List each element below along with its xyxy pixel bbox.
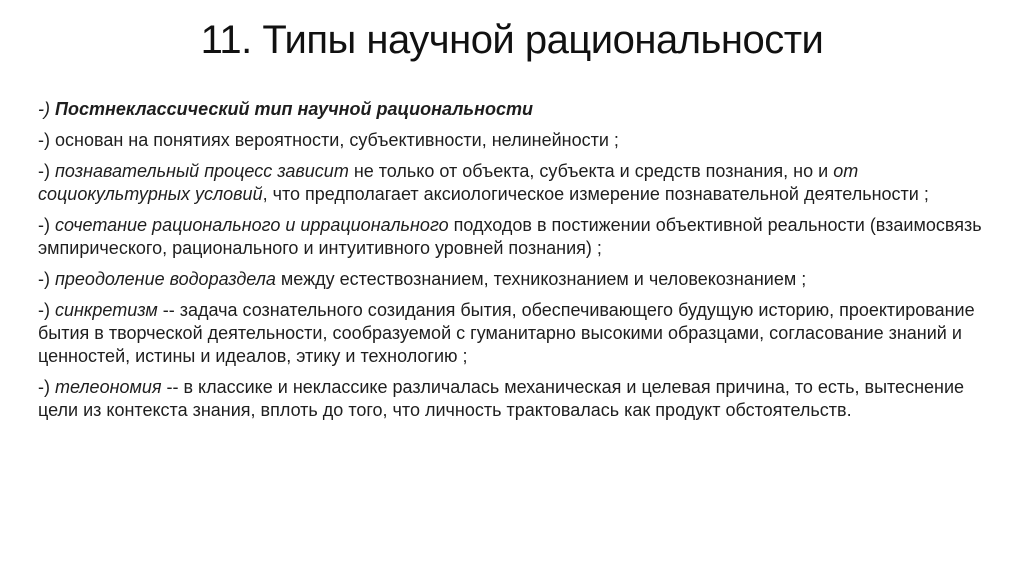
item-prefix: -) <box>38 130 55 150</box>
list-item <box>38 299 993 368</box>
item-heading-text: Постнеклассический тип научной рациональности <box>55 99 533 119</box>
list-item <box>38 160 993 206</box>
item-emphasis: телеономия <box>55 377 162 397</box>
list-item-heading <box>38 98 993 121</box>
item-emphasis: от социокультурных условий <box>38 161 859 204</box>
item-text: не только от объекта, субъекта и средств познания, но и <box>348 161 834 181</box>
slide-title: 11. Типы научной рациональности <box>200 18 824 62</box>
list-item <box>38 129 993 152</box>
item-prefix: -) <box>38 300 55 320</box>
list-item <box>38 214 993 260</box>
list-item <box>38 268 993 291</box>
item-text: -- в классике и неклассике различалась механическая и целевая причина, то есть, вытеснение цели из контекста знания, вплоть до того, что личность трактовалась как продукт обстоятельств. <box>38 377 965 420</box>
item-emphasis: сочетание рационального и иррационального <box>55 215 449 235</box>
item-emphasis: познавательный процесс зависит <box>55 161 349 181</box>
item-prefix: -) <box>38 215 55 235</box>
item-prefix: -) <box>38 269 55 289</box>
item-text: основан на понятиях вероятности, субъективности, нелинейности ; <box>55 130 619 150</box>
item-prefix: -) <box>38 161 55 181</box>
item-emphasis: синкретизм <box>55 300 158 320</box>
item-text: -- задача сознательного созидания бытия, обеспечивающего будущую историю, проектирование бытия в творческой деятельности, сообразуемой с гуманитарно высокими образцами, согласование знаний и ценностей, истины и идеалов, этику и технологию ; <box>38 300 975 366</box>
list-item <box>38 376 993 422</box>
item-text: между естествознанием, техникознанием и человекознанием ; <box>275 269 807 289</box>
item-prefix: -) <box>38 99 55 119</box>
item-prefix: -) <box>38 377 55 397</box>
slide-content <box>38 98 993 430</box>
item-text: подходов в постижении объективной реальности (взаимосвязь эмпирического, рационального и интуитивного уровней познания) ; <box>38 215 982 258</box>
item-text: , что предполагает аксиологическое измерение познавательной деятельности ; <box>262 184 929 204</box>
item-emphasis: преодоление водораздела <box>55 269 276 289</box>
